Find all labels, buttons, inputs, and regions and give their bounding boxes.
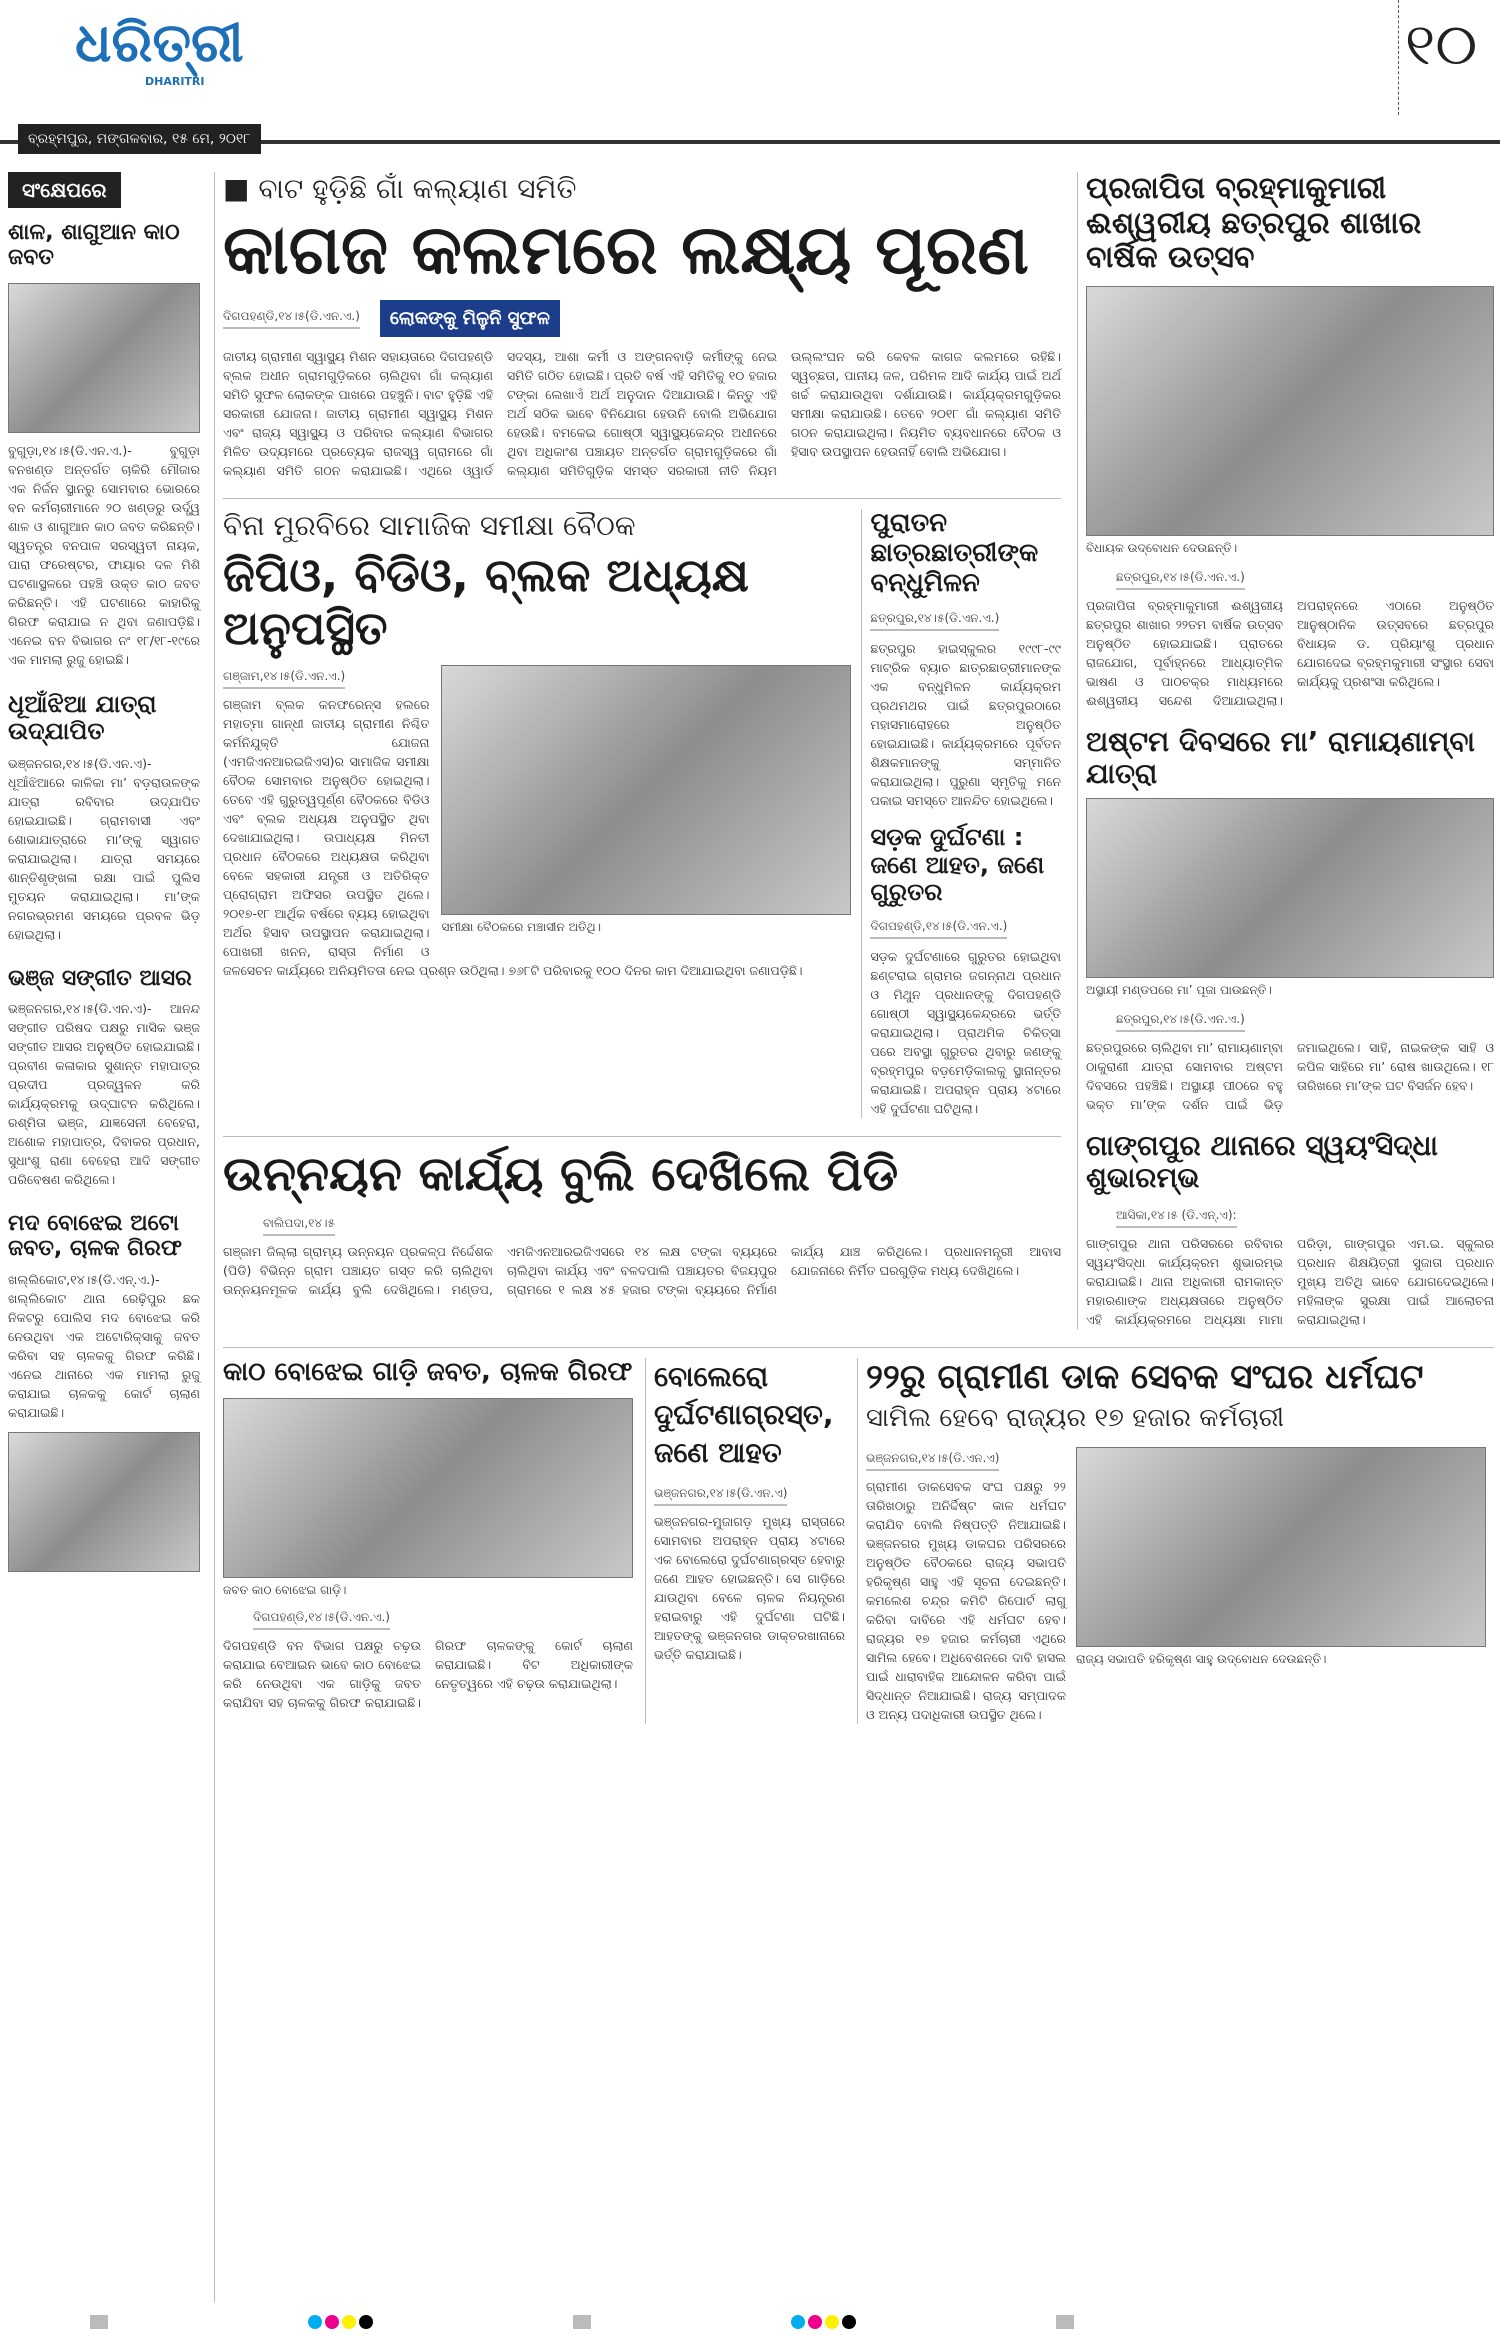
top-row: [223, 172, 1494, 1329]
bolero-body: ଭଞ୍ଜନଗର-ମୁଜାଗଡ଼ ମୁଖ୍ୟ ରାସ୍ତାରେ ସୋମବାର ଅପରାହ୍ନ ପ୍ରାୟ ୪ଟାରେ ଏକ ବୋଲେରୋ ଦୁର୍ଘଟଣାଗ୍ରସ୍ତ ହେବାରୁ ଜଣେ ଆହତ ହୋଇଛନ୍ତି। ସେ ଗାଡ଼ିରେ ଯାଉଥିବା ବେଳେ ଚାଳକ ନିୟନ୍ତ୍ରଣ ହରାଇବାରୁ ଏହି ଦୁର୍ଘଟଣା ଘଟିଛି। ଆହତଙ୍କୁ ଭଞ୍ଜନଗର ଡାକ୍ତରଖାନାରେ ଭର୍ତ୍ତି କରାଯାଇଛି।: [654, 1513, 845, 1662]
pd-story: [223, 1136, 1061, 1299]
right-column: [1077, 172, 1494, 1329]
side-column: [861, 509, 1061, 1117]
postal-content: [866, 1447, 1487, 1724]
divider: [1398, 0, 1399, 115]
postal-dateline: ଭଞ୍ଜନଗର,୧୪।୫(ଡି.ଏନ.ଏ): [866, 1450, 999, 1471]
brief-headline: ଶାଳ, ଶାଗୁଆନ କାଠ ଜବତ: [8, 220, 180, 271]
brief-body: ଖଲ୍ଲିକୋଟ,୧୪।୫(ଡି.ଏନ୍.ଏ.)- ଖଲ୍ଲିକୋଟ ଥାନା ରେଢ଼ିପୁର ଛକ ନିକଟରୁ ପୋଲିସ ମଦ ବୋଝେଇ କରି ନେଉଥିବା ଏକ ଅଟୋରିକ୍ସାକୁ ଜବତ କରିବା ସହ ଚାଳକକୁ ଗିରଫ କରିଛି। ଏନେଇ ଥାନାରେ ଏକ ମାମଲା ରୁଜୁ କରାଯାଇ ଚାଳକକୁ କୋର୍ଟ ଚାଲାଣ କରାଯାଇଛି।: [8, 1271, 200, 1420]
ramayana-caption: ଅସ୍ଥାୟୀ ମଣ୍ଡପରେ ମା’ ପୂଜା ପାଉଛନ୍ତି।: [1086, 982, 1272, 997]
lead-inset: ଲୋକଙ୍କୁ ମିଳୁନି ସୁଫଳ: [380, 300, 560, 338]
cyan-dot: [791, 2315, 805, 2329]
gangapur-headline: ଗାଙ୍ଗପୁର ଥାନାରେ ସ୍ୱୟଂସିଦ୍ଧା ଶୁଭାରମ୍ଭ: [1086, 1128, 1438, 1195]
postal-photo: [1076, 1447, 1486, 1647]
black-dot: [359, 2315, 373, 2329]
lead-body: ଜାତୀୟ ଗ୍ରାମୀଣ ସ୍ୱାସ୍ଥ୍ୟ ମିଶନ ସହାୟତାରେ ଦିଗପହଣ୍ଡି ବ୍ଲକ ଅଧୀନ ଗ୍ରାମଗୁଡ଼ିକରେ ଚାଲିଥିବା ଗାଁ କଲ୍ୟାଣ ସମିତି ସୁଫଳ ଲୋକଙ୍କ ପାଖରେ ପହଞ୍ଚୁନି। ବାଟ ହୁଡ଼ିଛି ଏହି ସରକାରୀ ଯୋଜନା। ଜାତୀୟ ଗ୍ରାମୀଣ ସ୍ୱାସ୍ଥ୍ୟ ମିଶନ ଏବଂ ରାଜ୍ୟ ସ୍ୱାସ୍ଥ୍ୟ ଓ ପରିବାର କଲ୍ୟାଣ ବିଭାଗର ମିଳିତ ଉଦ୍ୟମରେ ପ୍ରତ୍ୟେକ ରାଜସ୍ୱ ଗ୍ରାମରେ ଗାଁ କଲ୍ୟାଣ ସମିତି ଗଠନ କରାଯାଇଛି। ଏଥିରେ ଓ୍ୱାର୍ଡ ସଦସ୍ୟ, ଆଶା କର୍ମୀ ଓ ଅଙ୍ଗନବାଡ଼ି କର୍ମୀଙ୍କୁ ନେଇ ସମିତି ଗଠିତ ହୋଇଛି। ପ୍ରତି ବର୍ଷ ଏହି ସମିତିକୁ ୧୦ ହଜାର ଟଙ୍କା ଲେଖାଏଁ ଅର୍ଥ ଅନୁଦାନ ଦିଆଯାଉଛି। କିନ୍ତୁ ଏହି ଅର୍ଥ ସଠିକ ଭାବେ ବିନିଯୋଗ ହେଉନି ବୋଲି ଅଭିଯୋଗ ହେଉଛି। ବମକେଇ ଗୋଷ୍ଠୀ ସ୍ୱାସ୍ଥ୍ୟକେନ୍ଦ୍ର ଅଧୀନରେ ଥିବା ଅଧିକାଂଶ ପଞ୍ଚାୟତ ଅନ୍ତର୍ଗତ ଗ୍ରାମଗୁଡ଼ିକରେ ଗାଁ କଲ୍ୟାଣ ସମିତିଗୁଡ଼ିକ ସମସ୍ତ ସରକାରୀ ନୀତି ନିୟମ ଉଲ୍ଲଂଘନ କରି କେବଳ କାଗଜ କଲମରେ ରହିଛି। ସ୍ୱଚ୍ଛତା, ପାନୀୟ ଜଳ, ପରିମଳ ଆଦି କାର୍ଯ୍ୟ ପାଇଁ ଅର୍ଥ ଖର୍ଚ୍ଚ କରାଯାଉଥିବା ଦର୍ଶାଯାଉଛି। କାର୍ଯ୍ୟକ୍ରମଗୁଡ଼ିକର ସମୀକ୍ଷା କରାଯାଉଛି। ତେବେ ୨୦୧୮ ଗାଁ କଲ୍ୟାଣ ସମିତି ଗଠନ କରାଯାଇଥିଲା। ନିୟମିତ ବ୍ୟବଧାନରେ ବୈଠକ ଓ ହିସାବ ଉପସ୍ଥାପନ ହେଉନାହିଁ ବୋଲି ଅଭିଯୋଗ।: [223, 349, 1061, 479]
brief-body: ଭଞ୍ଜନଗର,୧୪।୫(ଡି.ଏନ.ଏ)- ଆନନ୍ଦ ସଙ୍ଗୀତ ପରିଷଦ ପକ୍ଷରୁ ମାସିକ ଭଞ୍ଜ ସଙ୍ଗୀତ ଆସର ଅନୁଷ୍ଠିତ ହୋଇଯାଇଛି। ପ୍ରବୀଣ କଳାକାର ସୁଶାନ୍ତ ମହାପାତ୍ର ପ୍ରଦୀପ ପ୍ରଜ୍ୱଳନ କରି କାର୍ଯ୍ୟକ୍ରମକୁ ଉଦ୍‌ଘାଟନ କରିଥିଲେ। ରଶ୍ମିତା ଭଞ୍ଜ, ଯାଜ୍ଞସେନୀ ବେହେରା, ଅଶୋକ ମହାପାତ୍ର, ଦିବାକର ପ୍ରଧାନ, ସୁଧାଂଶୁ ରାଣା ବେହେରା ଆଦି ସଙ୍ଗୀତ ପରିବେଷଣ କରିଥିଲେ।: [8, 1001, 200, 1188]
postal-body: ଗ୍ରାମୀଣ ଡାକସେବକ ସଂଘ ପକ୍ଷରୁ ୨୨ ତାରିଖଠାରୁ ଅନିର୍ଦ୍ଦିଷ୍ଟ କାଳ ଧର୍ମଘଟ କରାଯିବ ବୋଲି ନିଷ୍ପତ୍ତି ନିଆଯାଇଛି। ଭଞ୍ଜନଗର ମୁଖ୍ୟ ଡାକଘର ପରିସରରେ ଅନୁଷ୍ଠିତ ବୈଠକରେ ରାଜ୍ୟ ସଭାପତି ହରିକୃଷ୍ଣ ସାହୁ ଏହି ସୂଚନା ଦେଇଛନ୍ତି। କମଲେଶ ଚନ୍ଦ୍ର କମିଟି ରିପୋର୍ଟ ଲାଗୁ କରିବା ଦାବିରେ ଏହି ଧର୍ମଘଟ ହେବ। ରାଜ୍ୟର ୧୭ ହଜାର କର୍ମଚାରୀ ଏଥିରେ ସାମିଲ ହେବେ। ଅଧିବେଶନରେ ଦାବି ହାସଲ ପାଇଁ ଧାରାବାହିକ ଆନ୍ଦୋଳନ କରିବା ପାଇଁ ସିଦ୍ଧାନ୍ତ ନିଆଯାଇଛି। ରାଜ୍ୟ ସମ୍ପାଦକ ଓ ଅନ୍ୟ ପଦାଧିକାରୀ ଉପସ୍ଥିତ ଥିଲେ।: [866, 1478, 1066, 1722]
accident-headline: ସଡ଼କ ଦୁର୍ଘଟଣା : ଜଣେ ଆହତ, ଜଣେ ଗୁରୁତର: [870, 823, 1045, 907]
gray-mark: [90, 2315, 108, 2329]
brahmakumari-caption: ବିଧାୟକ ଉଦ୍‌ବୋଧନ ଦେଉଛନ୍ତି।: [1086, 540, 1238, 555]
pd-body: ଗଞ୍ଜାମ ଜିଲ୍ଲା ଗ୍ରାମ୍ୟ ଉନ୍ନୟନ ପ୍ରକଳ୍ପ ନିର୍ଦ୍ଦେଶକ (ପିଡି) ବିଭିନ୍ନ ଗ୍ରାମ ପଞ୍ଚାୟତ ଗସ୍ତ କରି ଚାଲିଥିବା ଉନ୍ନୟନମୂଳକ କାର୍ଯ୍ୟ ବୁଲି ଦେଖିଥିଲେ। ମଣ୍ଡପ, ଏମଜିଏନଆରଇଜିଏସରେ ୧୪ ଲକ୍ଷ ଟଙ୍କା ବ୍ୟୟରେ ଚାଲିଥିବା କାର୍ଯ୍ୟ ଏବଂ ବଳଦପାଲି ପଞ୍ଚାୟତର ବିଜୟପୁର ଗ୍ରାମରେ ୧ ଲକ୍ଷ ୪୫ ହଜାର ଟଙ୍କା ବ୍ୟୟରେ ନିର୍ମାଣ କାର୍ଯ୍ୟ ଯାଞ୍ଚ କରିଥିଲେ। ପ୍ରଧାନମନ୍ତ୍ରୀ ଆବାସ ଯୋଜନାରେ ନିର୍ମିତ ଘରଗୁଡ଼ିକ ମଧ୍ୟ ଦେଖିଥିଲେ।: [223, 1244, 1061, 1298]
brahmakumari-headline: ପ୍ରଜାପିତା ବ୍ରହ୍ମାକୁମାରୀ ଈଶ୍ୱରୀୟ ଛତ୍ରପୁର ଶାଖାର ବାର୍ଷିକ ଉତ୍ସବ: [1086, 171, 1422, 275]
main-column: [223, 172, 1069, 1329]
postal-subhead: ସାମିଲ ହେବେ ରାଜ୍ୟର ୧୭ ହଜାର କର୍ମଚାରୀ: [866, 1403, 1284, 1434]
logo-text: ଧରିତ୍ରୀ: [75, 11, 244, 74]
color-registration: [791, 2315, 856, 2329]
brahmakumari-story: [1086, 172, 1494, 710]
pd-dateline: ବାଲିପଦା,୧୪।୫: [263, 1215, 335, 1236]
brief-article: [8, 966, 200, 1189]
meeting-row: [223, 498, 1061, 1117]
bottom-row: [223, 1347, 1494, 1723]
page-number: ୧୦: [1405, 10, 1478, 78]
truck-dateline: ଦିଗପହଣ୍ଡି,୧୪।୫(ଡି.ଏନ.ଏ.): [253, 1609, 390, 1630]
brief-body: ଭଞ୍ଜନଗର,୧୪।୫(ଡି.ଏନ.ଏ)- ଧୂଆଁଝିଆରେ କାଳିକା ମା’ ବଡ଼ରାଉଳଙ୍କ ଯାତ୍ରା ରବିବାର ଉଦ୍‌ଯାପିତ ହୋଇଯାଇଛି। ଗ୍ରାମବାସୀ ଏବଂ ଶୋଭାଯାତ୍ରାରେ ମା’ଙ୍କୁ ସ୍ୱାଗତ କରାଯାଇଥିଲା। ଯାତ୍ରା ସମୟରେ ଶାନ୍ତିଶୃଙ୍ଖଳା ରକ୍ଷା ପାଇଁ ପୁଲିସ ମୁତୟନ କରାଯାଇଥିଲା। ମା’ଙ୍କ ନଗରଭ୍ରମଣ ସମୟରେ ପ୍ରବଳ ଭିଡ଼ ହୋଇଥିଲା।: [8, 755, 200, 942]
magenta-dot: [325, 2315, 339, 2329]
meeting-photo: [441, 665, 851, 915]
pd-headline: ଉନ୍ନୟନ କାର୍ଯ୍ୟ ବୁଲି ଦେଖିଲେ ପିଡି: [223, 1145, 899, 1202]
bolero-headline: ବୋଲେରୋ ଦୁର୍ଘଟଣାଗ୍ରସ୍ତ, ଜଣେ ଆହତ: [654, 1360, 834, 1469]
brief-body: ବୁଗୁଡ଼ା,୧୪।୫(ଡି.ଏନ.ଏ.)- ବୁଗୁଡ଼ା ବନଖଣ୍ଡ ଅନ୍ତର୍ଗତ ଚାକିରି ମୌଜାର ଏକ ନିର୍ଜନ ସ୍ଥାନରୁ ସୋମବାର ଭୋରରେ ବନ କର୍ମଚାରୀମାନେ ୨୦ ଖଣ୍ଡରୁ ଉର୍ଦ୍ଧ୍ୱ ଶାଳ ଓ ଶାଗୁଆନ କାଠ ଜବତ କରିଛନ୍ତି। ସ୍ୱତନ୍ତ୍ର ବନପାଳ ସରସ୍ୱତୀ ନାୟକ, ପାରା ଫରେଷ୍ଟର, ଫାୟାର ଦଳ ମିଶି ଘଟଣାସ୍ଥଳରେ ପହଞ୍ଚି ଉକ୍ତ କାଠ ଜବତ କରିଛନ୍ତି। ଏହି ଘଟଣାରେ କାହାରିକୁ ଗିରଫ କରାଯାଇ ନ ଥିବା ଜଣାପଡ଼ିଛି। ଏନେଇ ବନ ବିଭାଗର ନଂ ୧୮/୧୮-୧୯ରେ ଏକ ମାମଲା ରୁଜୁ ହୋଇଛି।: [8, 442, 200, 667]
dateline-bar: ବ୍ରହ୍ମପୁର, ମଙ୍ଗଳବାର, ୧୫ ମେ, ୨୦୧୮: [18, 124, 261, 154]
cyan-dot: [308, 2315, 322, 2329]
brahmakumari-dateline: ଛତ୍ରପୁର,୧୪।୫(ଡି.ଏନ.ଏ.): [1116, 569, 1245, 590]
gray-mark: [573, 2315, 591, 2329]
postal-story: [857, 1358, 1487, 1723]
ramayana-body: ଛତ୍ରପୁରରେ ଚାଲିଥିବା ମା’ ରାମାୟଣାମ୍ବା ଠାକୁରାଣୀ ଯାତ୍ରା ସୋମବାର ଅଷ୍ଟମ ଦିବସରେ ପହଞ୍ଚିଛି। ଅସ୍ଥାୟୀ ପୀଠରେ ବହୁ ଭକ୍ତ ମା’ଙ୍କ ଦର୍ଶନ ପାଇଁ ଭିଡ଼ ଜମାଇଥିଲେ। ସାହି, ନାଇକଙ୍କ ସାହି ଓ କପିଳ ସାହିରେ ମା’ ରୋଷ ଖାଉଥିଲେ। ୧୮ ତାରିଖରେ ମା’ଙ୍କ ଘଟ ବିସର୍ଜନ ହେବ।: [1086, 1039, 1494, 1112]
meeting-kicker: ବିନା ମୁରବିରେ ସାମାଜିକ ସମୀକ୍ଷା ବୈଠକ: [223, 509, 636, 543]
section-label: ସଂକ୍ଷେପରେ: [8, 172, 121, 208]
brief-headline: ଭଞ୍ଜ ସଙ୍ଗୀତ ଆସର: [8, 965, 192, 991]
gangapur-dateline: ଆସିକା,୧୪।୫ (ଡି.ଏନ୍.ଏ):: [1116, 1207, 1237, 1228]
meeting-content: [223, 665, 851, 980]
main-area: [214, 172, 1494, 2302]
accident-dateline: ଦିଗପହଣ୍ଡି,୧୪।୫(ଡି.ଏନ.ଏ.): [870, 918, 1007, 939]
truck-body: ଦିଗପହଣ୍ଡି ବନ ବିଭାଗ ପକ୍ଷରୁ ଚଢ଼ଉ କରାଯାଇ ବେଆଇନ ଭାବେ କାଠ ବୋଝେଇ କରି ନେଉଥିବା ଏକ ଗାଡ଼ିକୁ ଜବତ କରାଯିବା ସହ ଚାଳକକୁ ଗିରଫ କରାଯାଇଛି। ଗିରଫ ଚାଳକଙ୍କୁ କୋର୍ଟ ଚାଲାଣ କରାଯାଇଛି। ବିଟ ଅଧିକାରୀଙ୍କ ନେତୃତ୍ୱରେ ଏହି ଚଢ଼ଉ କରାଯାଇଥିଲା।: [223, 1638, 633, 1711]
meeting-headline: ଜିପିଓ, ବିଡିଓ, ବ୍ଲକ ଅଧ୍ୟକ୍ଷ ଅନୁପସ୍ଥିତ: [223, 547, 749, 655]
yellow-dot: [825, 2315, 839, 2329]
brief-column: [8, 172, 206, 2302]
brief-article: [8, 172, 200, 669]
meeting-caption: ସମୀକ୍ଷା ବୈଠକରେ ମଞ୍ଚାସୀନ ଅତିଥି।: [441, 919, 601, 934]
lead-story: [223, 172, 1061, 480]
postal-figure: [1076, 1447, 1486, 1724]
bolero-dateline: ଭଞ୍ଜନଗର,୧୪।୫(ଡି.ଏନ.ଏ): [654, 1485, 787, 1506]
ramayana-headline: ଅଷ୍ଟମ ଦିବସରେ ମା’ ରାମାୟଣାମ୍ବା ଯାତ୍ରା: [1086, 724, 1475, 790]
gangapur-body: ଗାଙ୍ଗପୁର ଥାନା ପରିସରରେ ରବିବାର ସ୍ୱୟଂସିଦ୍ଧା କାର୍ଯ୍ୟକ୍ରମ ଶୁଭାରମ୍ଭ କରାଯାଇଛି। ଥାନା ଅଧିକାରୀ ରାମକାନ୍ତ ମହାରଣାଙ୍କ ଅଧ୍ୟକ୍ଷତାରେ ଅନୁଷ୍ଠିତ ଏହି କାର୍ଯ୍ୟକ୍ରମରେ ଅଧ୍ୟକ୍ଷା ମାମା ପରିଡ଼ା, ଗାଙ୍ଗପୁର ଏମ.ଇ. ସ୍କୁଲର ପ୍ରଧାନ ଶିକ୍ଷୟିତ୍ରୀ ସୁଜାତା ପ୍ରଧାନ ମୁଖ୍ୟ ଅତିଥି ଭାବେ ଯୋଗଦେଇଥିଲେ। ମହିଳାଙ୍କ ସୁରକ୍ଷା ପାଇଁ ଆଲୋଚନା କରାଯାଇଥିଲା।: [1086, 1236, 1494, 1328]
accident-body: ସଡ଼କ ଦୁର୍ଘଟଣାରେ ଗୁରୁତର ହୋଇଥିବା ଛଣ୍ଟରାଇ ଗ୍ରାମର ଜଗନ୍ନାଥ ପ୍ରଧାନ ଓ ମିଥୁନ ପ୍ରଧାନଙ୍କୁ ଦିଗପହଣ୍ଡି ଗୋଷ୍ଠୀ ସ୍ୱାସ୍ଥ୍ୟକେନ୍ଦ୍ରରେ ଭର୍ତ୍ତି କରାଯାଇଥିଲା। ପ୍ରାଥମିକ ଚିକିତ୍ସା ପରେ ଅବସ୍ଥା ଗୁରୁତର ଥିବାରୁ ଜଣଙ୍କୁ ବ୍ରହ୍ମପୁର ବଡ଼ମେଡ଼ିକାଲକୁ ସ୍ଥାନାନ୍ତର କରାଯାଇଛି। ଅପରାହ୍ନ ପ୍ରାୟ ୪ଟାରେ ଏହି ଦୁର୍ଘଟଣା ଘଟିଥିଲା।: [870, 948, 1061, 1116]
lead-dateline: ଦିଗପହଣ୍ଡି,୧୪।୫(ଡି.ଏନ.ଏ.): [223, 308, 360, 329]
postal-caption: ରାଜ୍ୟ ସଭାପତି ହରିକୃଷ୍ଣ ସାହୁ ଉଦ୍‌ବୋଧନ ଦେଉଛନ୍ତି।: [1076, 1651, 1327, 1666]
page-body: [8, 172, 1494, 2302]
gangapur-story: [1086, 1130, 1494, 1329]
postal-col: [866, 1447, 1066, 1724]
meeting-figure: [441, 665, 851, 935]
black-dot: [842, 2315, 856, 2329]
lead-kicker: ■ ବାଟ ହୁଡ଼ିଛି ଗାଁ କଲ୍ୟାଣ ସମିତି: [223, 172, 577, 205]
bolero-story: [645, 1358, 845, 1723]
postal-headline: ୨୨ରୁ ଗ୍ରାମୀଣ ଡାକ ସେବକ ସଂଘର ଧର୍ମଘଟ: [866, 1357, 1424, 1398]
logo-english: DHARITRI: [145, 75, 205, 88]
dharitri-logo: [75, 10, 355, 88]
auto-photo: [8, 1432, 200, 1572]
timber-photo: [8, 283, 200, 433]
brief-headline: ଧୂଆଁଝିଆ ଯାତ୍ରା ଉଦ୍‌ଯାପିତ: [8, 689, 157, 746]
brief-article: [8, 1211, 200, 1572]
brahmakumari-body: ପ୍ରଜାପିତା ବ୍ରହ୍ମାକୁମାରୀ ଈଶ୍ୱରୀୟ ଛତ୍ରପୁର ଶାଖାର ୨୨ତମ ବାର୍ଷିକ ଉତ୍ସବ ଅନୁଷ୍ଠିତ ହୋଇଯାଇଛି। ପ୍ରାତରେ ରାଜଯୋଗ, ପୂର୍ବାହ୍ନରେ ଆଧ୍ୟାତ୍ମିକ ଭାଷଣ ଓ ପାଠଚକ୍ର ମାଧ୍ୟମରେ ଈଶ୍ୱରୀୟ ସନ୍ଦେଶ ଦିଆଯାଇଥିଲା। ଅପରାହ୍ନରେ ଏଠାରେ ଅନୁଷ୍ଠିତ ଆନୁଷ୍ଠାନିକ ଉତ୍ସବରେ ଛତ୍ରପୁର ବିଧାୟକ ଡ. ପ୍ରିୟାଂଶୁ ପ୍ରଧାନ ଯୋଗଦେଇ ବ୍ରହ୍ମକୁମାରୀ ସଂସ୍ଥାର ସେବା କାର୍ଯ୍ୟକୁ ପ୍ରଶଂସା କରିଥିଲେ।: [1086, 597, 1494, 708]
magenta-dot: [808, 2315, 822, 2329]
meeting-body: ଗଞ୍ଜାମ ବ୍ଲକ କନଫରେନ୍ସ ହଲରେ ମହାତ୍ମା ଗାନ୍ଧୀ ଜାତୀୟ ଗ୍ରାମୀଣ ନିଶ୍ଚିତ କର୍ମନିଯୁକ୍ତି ଯୋଜନା (ଏମଜିଏନଆରଇଜିଏସ)ର ସାମାଜିକ ସମୀକ୍ଷା ବୈଠକ ସୋମବାର ଅନୁଷ୍ଠିତ ହୋଇଥିଲା। ତେବେ ଏହି ଗୁରୁତ୍ୱପୂର୍ଣ୍ଣ ବୈଠକରେ ବିଡିଓ ଏବଂ ବ୍ଲକ ଅଧ୍ୟକ୍ଷ ଅନୁପସ୍ଥିତ ଥିବା ଦେଖାଯାଇଥିଲା। ଉପାଧ୍ୟକ୍ଷ ମିନତୀ ପ୍ରଧାନ ବୈଠକରେ ଅଧ୍ୟକ୍ଷତା କରିଥିବା ବେଳେ ସହକାରୀ ଯନ୍ତ୍ରୀ ଓ ଅତିରିକ୍ତ ପ୍ରୋଗ୍ରାମ ଅଫିସର ଉପସ୍ଥିତ ଥିଲେ। ୨୦୧୭-୧୮ ଆର୍ଥିକ ବର୍ଷରେ ବ୍ୟୟ ହୋଇଥିବା ଅର୍ଥର ହିସାବ ଉପସ୍ଥାପନ କରାଯାଇଥିଲା। ପୋଖରୀ ଖନନ, ରାସ୍ତା ନିର୍ମାଣ ଓ ଜଳସେଚନ କାର୍ଯ୍ୟରେ ଅନିୟମିତତା ନେଇ ପ୍ରଶ୍ନ ଉଠିଥିଲା। ୭୬୮ଟି ପରିବାରକୁ ୧୦୦ ଦିନର କାମ ଦିଆଯାଇଥିବା ଜଣାପଡ଼ିଛି।: [223, 696, 803, 978]
ramayana-story: [1086, 726, 1494, 1114]
brahmakumari-photo: [1086, 286, 1494, 536]
reunion-body: ଛତ୍ରପୁର ହାଇସ୍କୁଲର ୧୯୯୮-୯୯ ମାଟ୍ରିକ ବ୍ୟାଚ ଛାତ୍ରଛାତ୍ରୀମାନଙ୍କ ଏକ ବନ୍ଧୁମିଳନ କାର୍ଯ୍ୟକ୍ରମ ପ୍ରଥମଥର ପାଇଁ ଛତ୍ରପୁରଠାରେ ମହାସମାରୋହରେ ଅନୁଷ୍ଠିତ ହୋଇଯାଇଛି। କାର୍ଯ୍ୟକ୍ରମରେ ପୂର୍ବତନ ଶିକ୍ଷକମାନଙ୍କୁ ସମ୍ମାନିତ କରାଯାଇଥିଲା। ପୁରୁଣା ସ୍ମୃତିକୁ ମନେ ପକାଇ ସମସ୍ତେ ଆନନ୍ଦିତ ହୋଇଥିଲେ।: [870, 641, 1061, 809]
brief-headline: ମଦ ବୋଝେଇ ଅଟୋ ଜବତ, ଚାଳକ ଗିରଫ: [8, 1211, 182, 1262]
yellow-dot: [342, 2315, 356, 2329]
meeting-dateline: ଗଞ୍ଜାମ,୧୪।୫(ଡି.ଏନ.ଏ.): [223, 668, 345, 689]
lead-meta: [223, 300, 1061, 338]
truck-photo: [223, 1398, 633, 1578]
truck-story: [223, 1358, 633, 1723]
lead-headline: କାଗଜ କଲମରେ ଲକ୍ଷ୍ୟ ପୂରଣ: [223, 210, 1029, 290]
reunion-story: [870, 509, 1061, 810]
reunion-dateline: ଛତ୍ରପୁର,୧୪।୫(ଡି.ଏନ.ଏ.): [870, 610, 999, 631]
print-marks: [90, 2315, 1074, 2329]
brief-article: [8, 691, 200, 944]
meeting-story: [223, 509, 851, 1117]
kicker-text: ବାଟ ହୁଡ଼ିଛି ଗାଁ କଲ୍ୟାଣ ସମିତି: [258, 172, 577, 205]
ramayana-dateline: ଛତ୍ରପୁର,୧୪।୫(ଡି.ଏନ.ଏ.): [1116, 1011, 1245, 1032]
reunion-headline: ପୁରାତନ ଛାତ୍ରଛାତ୍ରୀଙ୍କ ବନ୍ଧୁମିଳନ: [870, 508, 1039, 599]
truck-caption: ଜବତ କାଠ ବୋଝେଇ ଗାଡ଼ି।: [223, 1583, 347, 1598]
color-registration: [308, 2315, 373, 2329]
ramayana-photo: [1086, 798, 1494, 978]
accident-story: [870, 824, 1061, 1118]
gray-mark: [1056, 2315, 1074, 2329]
truck-headline: କାଠ ବୋଝେଇ ଗାଡ଼ି ଜବତ, ଚାଳକ ଗିରଫ: [223, 1357, 633, 1388]
